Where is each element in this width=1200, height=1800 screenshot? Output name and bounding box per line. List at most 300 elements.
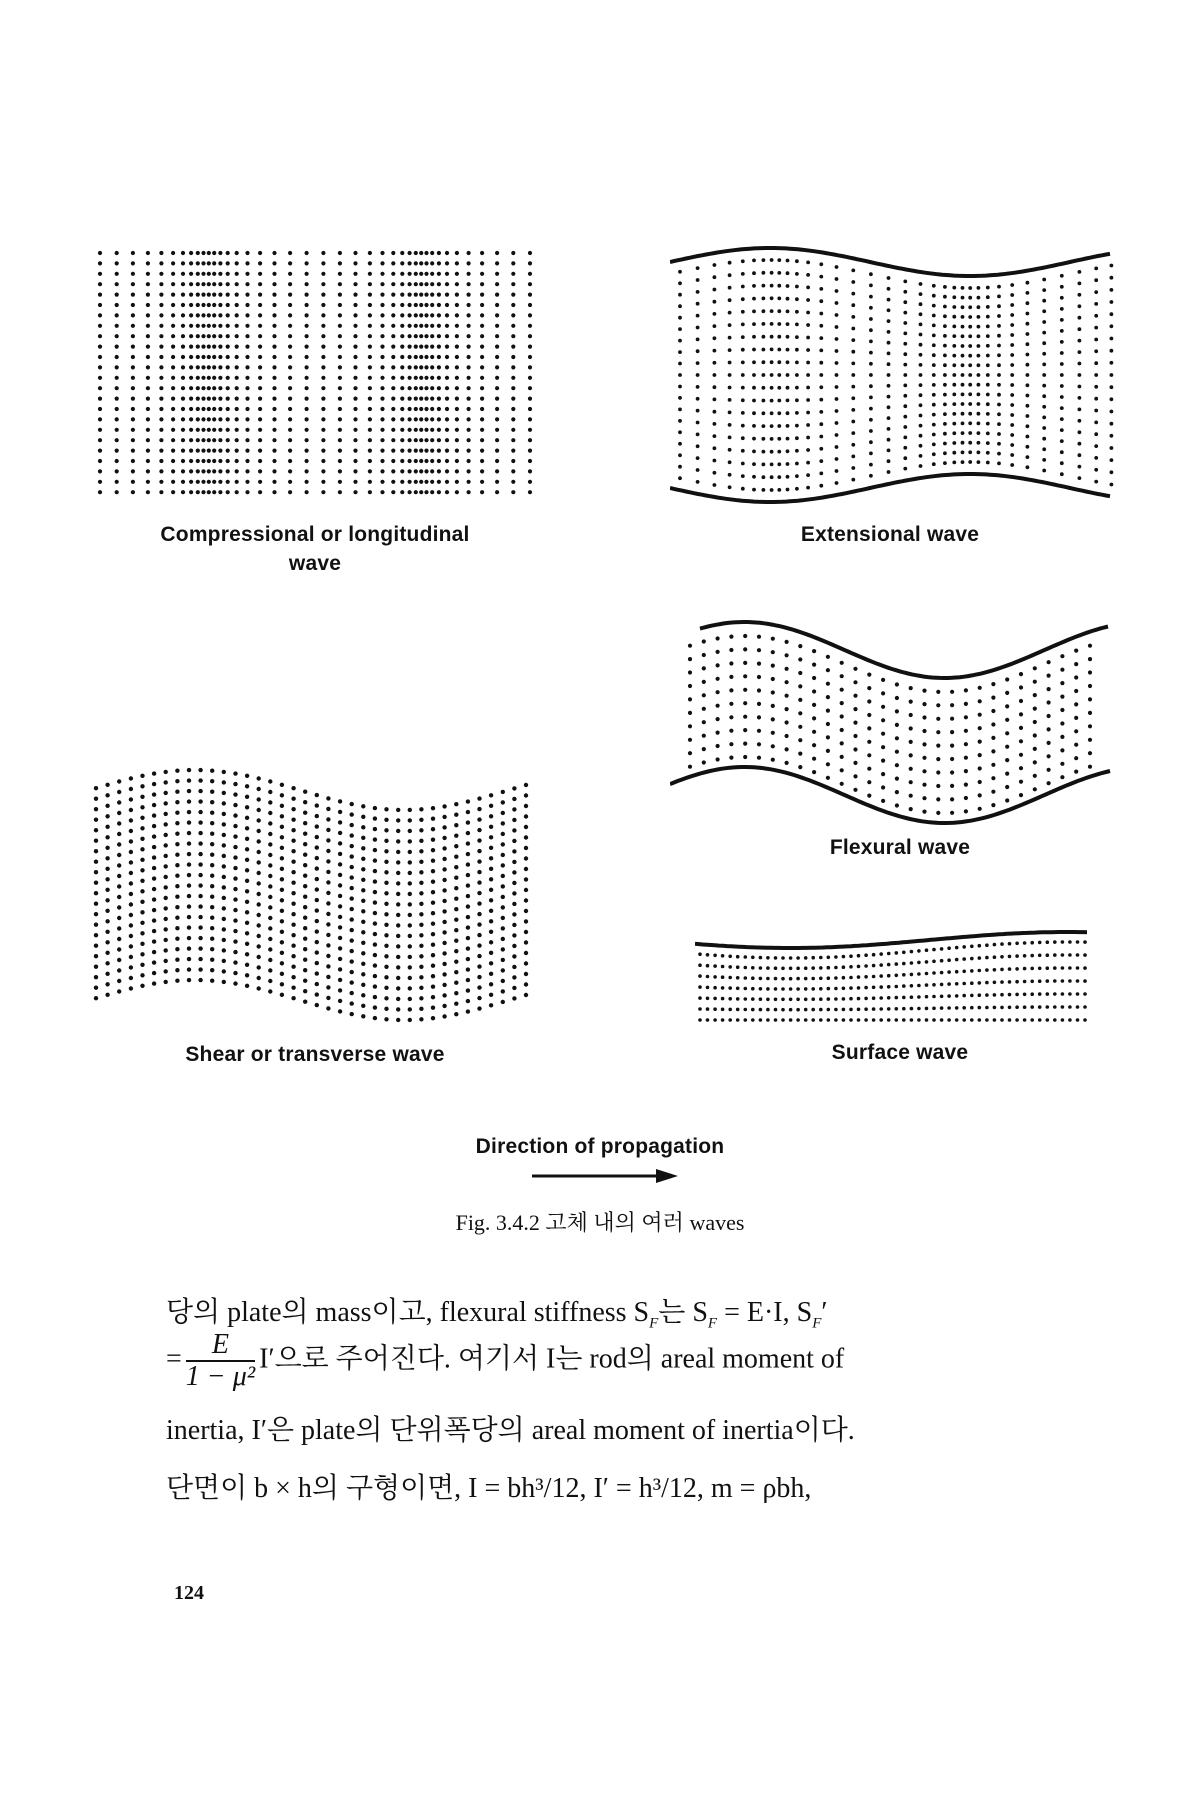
particle-dot <box>467 272 471 276</box>
particle-dot <box>117 779 121 783</box>
particle-dot <box>315 877 319 881</box>
particle-dot <box>454 928 458 932</box>
particle-dot <box>361 909 365 913</box>
particle-dot <box>1074 662 1078 666</box>
particle-dot <box>1088 711 1092 715</box>
particle-dot <box>140 952 144 956</box>
particle-dot <box>373 1016 377 1020</box>
particle-dot <box>961 393 965 397</box>
particle-dot <box>812 663 816 667</box>
particle-dot <box>728 311 732 315</box>
particle-dot <box>774 1018 778 1022</box>
particle-dot <box>414 397 418 401</box>
particle-dot <box>940 983 944 987</box>
particle-dot <box>842 1008 846 1012</box>
particle-dot <box>455 303 459 307</box>
particle-dot <box>752 386 756 390</box>
particle-dot <box>528 490 532 494</box>
particle-dot <box>864 964 868 968</box>
particle-dot <box>919 292 923 296</box>
particle-dot <box>454 823 458 827</box>
particle-dot <box>98 303 102 307</box>
particle-dot <box>380 397 384 401</box>
particle-dot <box>454 991 458 995</box>
particle-dot <box>851 396 855 400</box>
particle-dot <box>853 694 857 698</box>
particle-dot <box>968 363 972 367</box>
particle-dot <box>288 417 292 421</box>
particle-dot <box>467 386 471 390</box>
particle-dot <box>361 1004 365 1008</box>
particle-dot <box>419 303 423 307</box>
particle-dot <box>997 334 1001 338</box>
particle-dot <box>400 293 404 297</box>
particle-dot <box>991 749 995 753</box>
particle-dot <box>678 281 682 285</box>
particle-dot <box>212 376 216 380</box>
particle-dot <box>384 965 388 969</box>
surface-wave-figure <box>695 930 1095 1030</box>
particle-dot <box>115 386 119 390</box>
particle-dot <box>280 993 284 997</box>
particle-dot <box>268 968 272 972</box>
particle-dot <box>962 1018 966 1022</box>
particle-dot <box>1061 1005 1065 1009</box>
particle-dot <box>1000 955 1004 959</box>
particle-dot <box>98 365 102 369</box>
particle-dot <box>442 846 446 850</box>
particle-dot <box>233 960 237 964</box>
particle-dot <box>853 788 857 792</box>
particle-dot <box>528 386 532 390</box>
particle-dot <box>480 365 484 369</box>
particle-dot <box>867 673 871 677</box>
particle-dot <box>245 480 249 484</box>
particle-dot <box>442 815 446 819</box>
particle-dot <box>952 334 956 338</box>
particle-dot <box>303 989 307 993</box>
particle-dot <box>887 449 891 453</box>
particle-dot <box>1042 309 1046 313</box>
particle-dot <box>181 261 185 265</box>
particle-dot <box>226 282 230 286</box>
particle-dot <box>804 1008 808 1012</box>
particle-dot <box>207 480 211 484</box>
particle-dot <box>189 313 193 317</box>
particle-dot <box>315 961 319 965</box>
particle-dot <box>268 958 272 962</box>
particle-dot <box>777 258 781 262</box>
particle-dot <box>338 904 342 908</box>
particle-dot <box>1005 704 1009 708</box>
particle-dot <box>368 293 372 297</box>
particle-dot <box>257 797 261 801</box>
particle-dot <box>424 313 428 317</box>
particle-dot <box>338 365 342 369</box>
particle-dot <box>991 803 995 807</box>
particle-dot <box>189 428 193 432</box>
particle-dot <box>129 829 133 833</box>
particle-dot <box>1088 670 1092 674</box>
particle-dot <box>1053 966 1057 970</box>
particle-dot <box>495 334 499 338</box>
particle-dot <box>280 793 284 797</box>
particle-dot <box>201 459 205 463</box>
particle-dot <box>361 857 365 861</box>
particle-dot <box>1083 940 1087 944</box>
particle-dot <box>140 921 144 925</box>
particle-dot <box>466 978 470 982</box>
particle-dot <box>524 814 528 818</box>
particle-dot <box>796 967 800 971</box>
particle-dot <box>1094 444 1098 448</box>
particle-dot <box>218 397 222 401</box>
particle-dot <box>1076 1005 1080 1009</box>
particle-dot <box>350 938 354 942</box>
particle-dot <box>384 944 388 948</box>
particle-dot <box>384 1017 388 1021</box>
particle-dot <box>159 303 163 307</box>
particle-dot <box>146 261 150 265</box>
particle-dot <box>835 445 839 449</box>
particle-dot <box>146 417 150 421</box>
particle-dot <box>338 915 342 919</box>
particle-dot <box>424 417 428 421</box>
particle-dot <box>925 1018 929 1022</box>
particle-dot <box>713 263 717 267</box>
particle-dot <box>321 334 325 338</box>
particle-dot <box>771 677 775 681</box>
particle-dot <box>1110 349 1114 353</box>
particle-dot <box>688 765 692 769</box>
particle-dot <box>140 910 144 914</box>
particle-dot <box>1042 469 1046 473</box>
particle-dot <box>437 272 441 276</box>
particle-dot <box>751 956 755 960</box>
particle-dot <box>819 373 823 377</box>
particle-dot <box>280 877 284 881</box>
particle-dot <box>853 734 857 738</box>
particle-dot <box>770 450 774 454</box>
particle-dot <box>962 994 966 998</box>
particle-dot <box>467 449 471 453</box>
particle-dot <box>781 1008 785 1012</box>
particle-dot <box>1010 393 1014 397</box>
particle-dot <box>442 941 446 945</box>
particle-dot <box>879 985 883 989</box>
particle-dot <box>353 376 357 380</box>
particle-dot <box>400 428 404 432</box>
particle-dot <box>771 650 775 654</box>
particle-dot <box>952 354 956 358</box>
particle-dot <box>222 833 226 837</box>
particle-dot <box>431 911 435 915</box>
particle-dot <box>936 690 940 694</box>
particle-dot <box>932 1007 936 1011</box>
particle-dot <box>696 456 700 460</box>
particle-dot <box>991 776 995 780</box>
particle-dot <box>391 490 395 494</box>
particle-dot <box>131 490 135 494</box>
particle-dot <box>986 393 990 397</box>
particle-dot <box>94 786 98 790</box>
particle-dot <box>869 452 873 456</box>
particle-dot <box>408 261 412 265</box>
particle-dot <box>115 407 119 411</box>
particle-dot <box>964 796 968 800</box>
particle-dot <box>235 261 239 265</box>
particle-dot <box>881 759 885 763</box>
particle-dot <box>777 348 781 352</box>
particle-dot <box>212 251 216 255</box>
particle-dot <box>741 386 745 390</box>
particle-dot <box>819 977 823 981</box>
particle-dot <box>887 298 891 302</box>
particle-dot <box>480 397 484 401</box>
particle-dot <box>380 251 384 255</box>
particle-dot <box>495 293 499 297</box>
particle-dot <box>869 396 873 400</box>
particle-dot <box>1078 350 1082 354</box>
particle-dot <box>424 365 428 369</box>
particle-dot <box>827 976 831 980</box>
particle-dot <box>424 303 428 307</box>
particle-dot <box>770 463 774 467</box>
particle-dot <box>210 811 214 815</box>
particle-dot <box>396 976 400 980</box>
particle-dot <box>1094 290 1098 294</box>
particle-dot <box>917 995 921 999</box>
particle-dot <box>196 345 200 349</box>
particle-dot <box>1023 993 1027 997</box>
particle-dot <box>1110 422 1114 426</box>
particle-dot <box>977 373 981 377</box>
particle-dot <box>350 949 354 953</box>
particle-dot <box>702 666 706 670</box>
particle-dot <box>140 900 144 904</box>
particle-dot <box>1110 397 1114 401</box>
particle-dot <box>245 963 249 967</box>
particle-dot <box>430 417 434 421</box>
particle-dot <box>993 993 997 997</box>
particle-dot <box>430 490 434 494</box>
particle-dot <box>424 345 428 349</box>
particle-dot <box>721 954 725 958</box>
particle-dot <box>226 376 230 380</box>
particle-dot <box>361 878 365 882</box>
particle-dot <box>678 476 682 480</box>
particle-dot <box>1042 299 1046 303</box>
particle-dot <box>326 975 330 979</box>
particle-dot <box>827 1008 831 1012</box>
particle-dot <box>268 895 272 899</box>
particle-dot <box>94 986 98 990</box>
particle-dot <box>1038 992 1042 996</box>
particle-dot <box>305 313 309 317</box>
particle-dot <box>1110 446 1114 450</box>
particle-dot <box>303 842 307 846</box>
particle-dot <box>400 449 404 453</box>
body-line-2: = $\frac{E}{\text{1 − μ²}}$ I′으로 주어진다. 여기서 I는 rod의 areal moment of <box>166 1329 845 1392</box>
particle-dot <box>396 881 400 885</box>
particle-dot <box>431 953 435 957</box>
particle-dot <box>380 469 384 473</box>
particle-dot <box>368 417 372 421</box>
particle-dot <box>524 877 528 881</box>
particle-dot <box>1110 264 1114 268</box>
particle-dot <box>424 386 428 390</box>
particle-dot <box>466 873 470 877</box>
particle-dot <box>1033 747 1037 751</box>
particle-dot <box>131 407 135 411</box>
particle-dot <box>419 839 423 843</box>
particle-dot <box>477 817 481 821</box>
particle-dot <box>272 459 276 463</box>
particle-dot <box>305 480 309 484</box>
particle-dot <box>977 393 981 397</box>
particle-dot <box>501 800 505 804</box>
particle-dot <box>696 290 700 294</box>
particle-dot <box>1019 780 1023 784</box>
particle-dot <box>258 282 262 286</box>
particle-dot <box>257 818 261 822</box>
particle-dot <box>288 438 292 442</box>
particle-dot <box>495 428 499 432</box>
particle-dot <box>759 1008 763 1012</box>
particle-dot <box>115 417 119 421</box>
particle-dot <box>501 842 505 846</box>
particle-dot <box>501 1000 505 1004</box>
particle-dot <box>524 846 528 850</box>
particle-dot <box>171 272 175 276</box>
particle-dot <box>770 296 774 300</box>
particle-dot <box>716 717 720 721</box>
particle-dot <box>437 345 441 349</box>
particle-dot <box>152 782 156 786</box>
particle-dot <box>430 480 434 484</box>
particle-dot <box>741 323 745 327</box>
particle-dot <box>887 974 891 978</box>
particle-dot <box>198 799 202 803</box>
particle-dot <box>437 313 441 317</box>
particle-dot <box>853 774 857 778</box>
particle-dot <box>835 325 839 329</box>
particle-dot <box>495 449 499 453</box>
particle-dot <box>326 817 330 821</box>
particle-dot <box>152 950 156 954</box>
particle-dot <box>373 953 377 957</box>
particle-dot <box>932 353 936 357</box>
particle-dot <box>222 843 226 847</box>
particle-dot <box>978 780 982 784</box>
particle-dot <box>226 272 230 276</box>
particle-dot <box>903 373 907 377</box>
particle-dot <box>919 333 923 337</box>
particle-dot <box>380 261 384 265</box>
particle-dot <box>291 912 295 916</box>
particle-dot <box>207 490 211 494</box>
particle-dot <box>1060 318 1064 322</box>
particle-dot <box>798 657 802 661</box>
particle-dot <box>834 966 838 970</box>
particle-dot <box>1078 373 1082 377</box>
particle-dot <box>424 324 428 328</box>
particle-dot <box>152 918 156 922</box>
particle-dot <box>819 987 823 991</box>
particle-dot <box>1094 409 1098 413</box>
particle-dot <box>728 976 732 980</box>
particle-dot <box>164 896 168 900</box>
particle-dot <box>1005 677 1009 681</box>
particle-dot <box>181 355 185 359</box>
particle-dot <box>744 1008 748 1012</box>
particle-dot <box>524 804 528 808</box>
particle-dot <box>321 428 325 432</box>
particle-dot <box>489 856 493 860</box>
particle-dot <box>932 423 936 427</box>
particle-dot <box>467 490 471 494</box>
particle-dot <box>131 480 135 484</box>
particle-dot <box>869 328 873 332</box>
particle-dot <box>326 880 330 884</box>
particle-dot <box>696 468 700 472</box>
particle-dot <box>115 428 119 432</box>
particle-dot <box>1061 979 1065 983</box>
particle-dot <box>218 469 222 473</box>
particle-dot <box>795 398 799 402</box>
particle-dot <box>338 820 342 824</box>
particle-dot <box>268 937 272 941</box>
particle-dot <box>198 915 202 919</box>
particle-dot <box>706 1018 710 1022</box>
particle-dot <box>943 403 947 407</box>
particle-dot <box>696 314 700 318</box>
particle-dot <box>716 757 720 761</box>
particle-dot <box>853 707 857 711</box>
particle-dot <box>445 407 449 411</box>
particle-dot <box>131 261 135 265</box>
particle-dot <box>189 469 193 473</box>
particle-dot <box>419 944 423 948</box>
particle-dot <box>741 411 745 415</box>
particle-dot <box>812 770 816 774</box>
particle-dot <box>226 251 230 255</box>
particle-dot <box>940 1018 944 1022</box>
particle-dot <box>678 350 682 354</box>
particle-dot <box>1083 979 1087 983</box>
particle-dot <box>198 967 202 971</box>
particle-dot <box>766 987 770 991</box>
particle-dot <box>728 485 732 489</box>
particle-dot <box>1010 373 1014 377</box>
particle-dot <box>338 978 342 982</box>
particle-dot <box>233 855 237 859</box>
particle-dot <box>993 1006 997 1010</box>
particle-dot <box>851 280 855 284</box>
particle-dot <box>789 1018 793 1022</box>
particle-dot <box>424 438 428 442</box>
particle-dot <box>233 950 237 954</box>
particle-dot <box>245 847 249 851</box>
particle-dot <box>196 313 200 317</box>
particle-dot <box>713 1018 717 1022</box>
particle-dot <box>811 1008 815 1012</box>
particle-dot <box>368 386 372 390</box>
particle-dot <box>786 475 790 479</box>
particle-dot <box>467 293 471 297</box>
particle-dot <box>480 261 484 265</box>
particle-dot <box>1088 657 1092 661</box>
